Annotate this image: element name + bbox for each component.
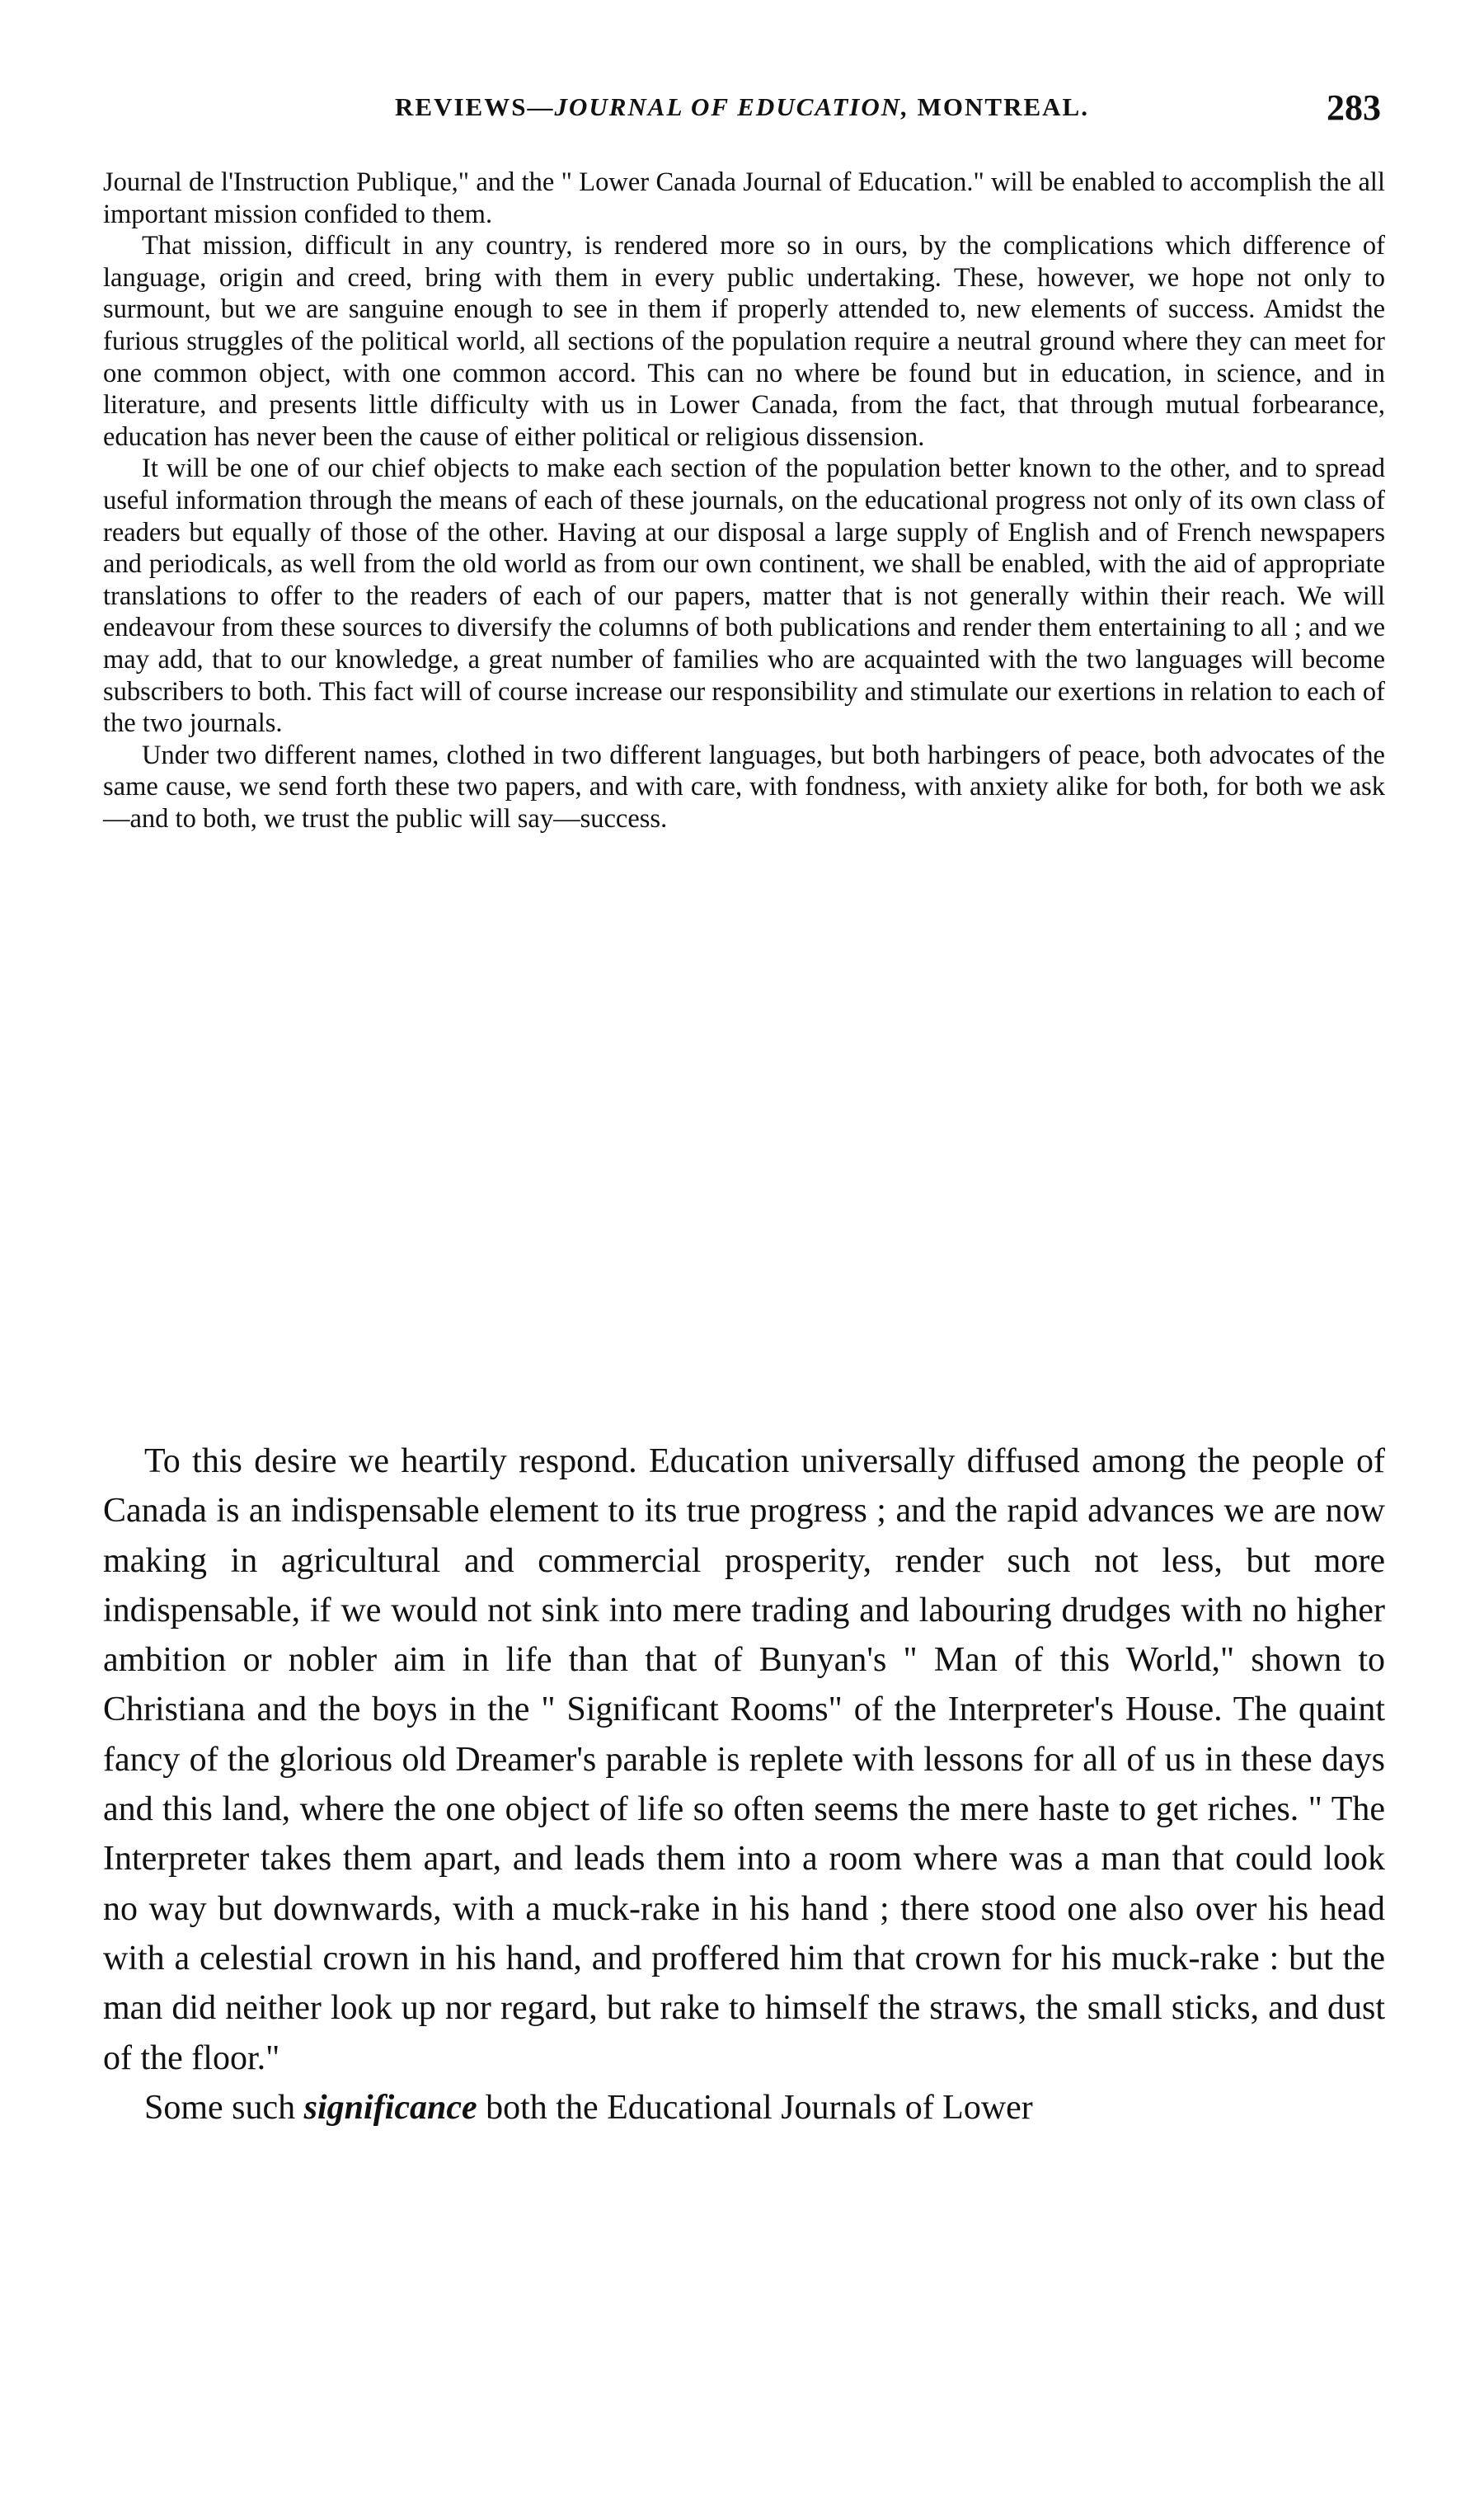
emphasized-word: significance	[303, 2088, 477, 2127]
quote-paragraph: It will be one of our chief objects to make each section of the population better known to the other, and to spread useful information through the means of each of these journals, on the educational progress not only of its own class of readers but equally of those of the other. Having at our disposal a large supply of English and of French newspapers and periodicals, as well from the old world as from our own continent, we shall be enabled, with the aid of appropriate translations to offer to the readers of each of our papers, matter that is not generally within their reach. We will endeavour from these sources to diversify the columns of both publications and render them entertaining to all ; and we may add, that to our knowledge, a great number of families who are acquainted with the two languages will become subscribers to both. This fact will of course increase our responsibility and stimulate our exertions in relation to each of the two journals.	[103, 454, 1385, 739]
running-title-part3: MONTREAL.	[909, 92, 1089, 121]
running-title	[169, 92, 1315, 122]
body-paragraph-final	[103, 2083, 1385, 2132]
body-paragraph: To this desire we heartily respond. Education universally diffused among the people of Canada is an indispensable element to its true progress ; and the rapid advances we are now making in agricultural and commercial prosperity, render such not less, but more indispensable, if we would not sink into mere trading and labouring drudges with no higher ambition or nobler aim in life than that of Bunyan's " Man of this World," shown to Christiana and the boys in the " Significant Rooms" of the Interpreter's House. The quaint fancy of the glorious old Dreamer's parable is replete with lessons for all of us in these days and this land, where the one object of life so often seems the mere haste to get riches. " The Interpreter takes them apart, and leads them into a room where was a man that could look no way but downwards, with a muck-rake in his hand ; there stood one also over his head with a celestial crown in his hand, and proffered him that crown for his muck-rake : but the man did neither look up nor regard, but rake to himself the straws, the small sticks, and dust of the floor."	[103, 1442, 1385, 2077]
running-title-part2: JOURNAL OF EDUCATION,	[554, 92, 909, 121]
page-number: 283	[1327, 87, 1381, 128]
main-text	[103, 1437, 1385, 2132]
body-text-after: both the Educational Journals of Lower	[477, 2088, 1033, 2127]
quote-paragraph: Under two different names, clothed in two different languages, but both harbingers of peace, both advocates of the same cause, we send forth these two papers, and with care, with fondness, with anxiety alike for both, for both we ask—and to both, we trust the public will say—success.	[103, 740, 1385, 834]
running-header	[103, 82, 1381, 132]
quoted-extract	[103, 167, 1385, 835]
quote-paragraph: That mission, difficult in any country, is rendered more so in ours, by the complications which difference of language, origin and creed, bring with them in every public undertaking. These, however, we hope not only to surmount, but we are sanguine enough to see in them if properly attended to, new elements of success. Amidst the furious struggles of the political world, all sections of the population require a neutral ground where they can meet for one common object, with one common accord. This can no where be found but in education, in science, and in literature, and presents little difficulty with us in Lower Canada, from the fact, that through mutual forbearance, education has never been the cause of either political or religious dissension.	[103, 231, 1385, 452]
running-title-part1: REVIEWS—	[395, 92, 555, 121]
quote-paragraph: Journal de l'Instruction Publique," and the " Lower Canada Journal of Education." will be enabled to accomplish the all important mission confided to them.	[103, 167, 1385, 229]
body-text-before: Some such	[144, 2088, 304, 2127]
